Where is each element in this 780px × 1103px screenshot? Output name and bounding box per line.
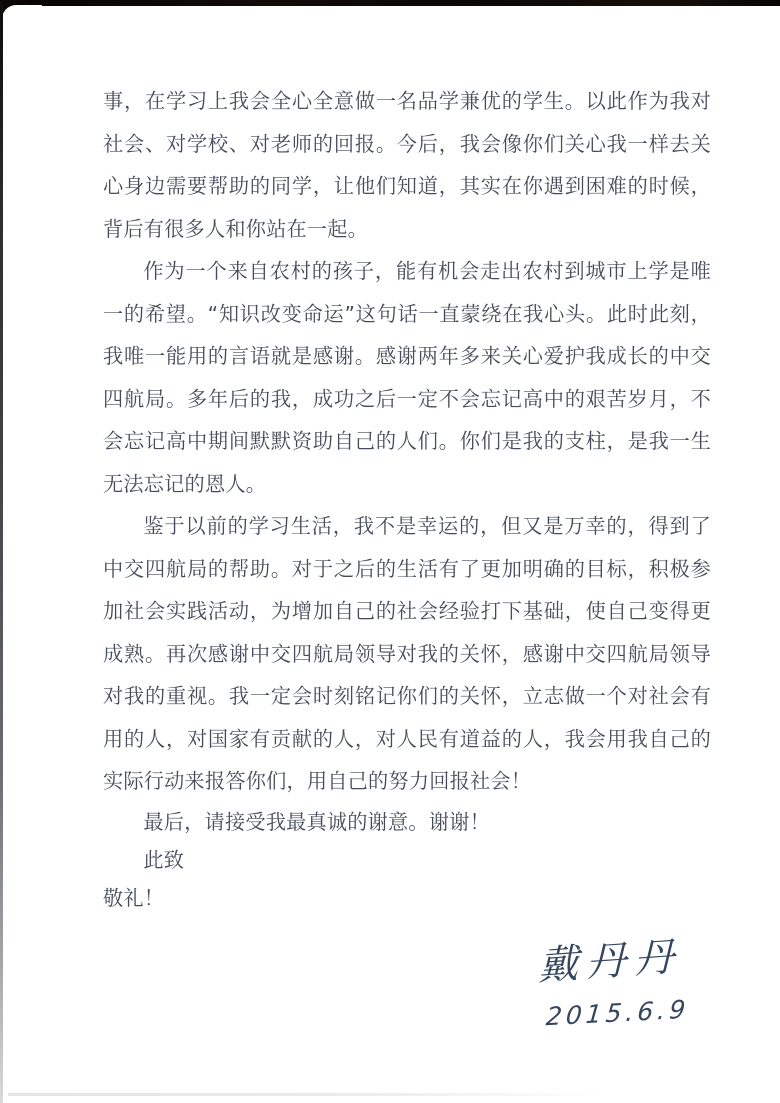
letter-paragraph-1: 事，在学习上我会全心全意做一名品学兼优的学生。以此作为我对社会、对学校、对老师的回报。今后，我会像你们关心我一样去关心身边需要帮助的同学，让他们知道，其实在你遇到困难的时候，背后有很多人和你站在一起。 bbox=[103, 89, 711, 241]
scan-shadow-bottom bbox=[8, 1093, 608, 1096]
scan-corner-paper-curve bbox=[2, 5, 42, 51]
letter-paragraph-3: 鉴于以前的学习生活，我不是幸运的，但又是万幸的，得到了中交四航局的帮助。对于之后的生活有了更加明确的目标，积极参加社会实践活动，为增加自己的社会经验打下基础，使自己变得更成熟。再次感谢中交四航局领导对我的关怀，感谢中交四航局领导对我的重视。我一定会时刻铭记你们的关怀，立志做一个对社会有用的人，对国家有贡献的人，对人民有道益的人，我会用我自己的实际行动来报答你们，用自己的努力回报社会！ bbox=[103, 514, 711, 793]
letter-salutation-cizhi: 此致 bbox=[143, 847, 185, 872]
letter-body bbox=[103, 80, 711, 917]
handwritten-date: 2015.6.9 bbox=[544, 994, 691, 1032]
letter-closing-thanks: 最后，请接受我最真诚的谢意。谢谢！ bbox=[143, 809, 490, 834]
scan-edge-top bbox=[0, 0, 780, 6]
letter-salutation-jingli: 敬礼！ bbox=[103, 885, 165, 910]
handwritten-signature: 戴丹丹 bbox=[538, 933, 682, 990]
letter-paragraph-2: 作为一个来自农村的孩子，能有机会走出农村到城市上学是唯一的希望。“知识改变命运”这句话一直蒙绕在我心头。此时此刻，我唯一能用的言语就是感谢。感谢两年多来关心爱护我成长的中交四航局。多年后的我，成功之后一定不会忘记高中的艰苦岁月，不会忘记高中期间默默资助自己的人们。你们是我的支柱，是我一生无法忘记的恩人。 bbox=[103, 259, 711, 496]
scan-edge-left bbox=[0, 0, 3, 1103]
